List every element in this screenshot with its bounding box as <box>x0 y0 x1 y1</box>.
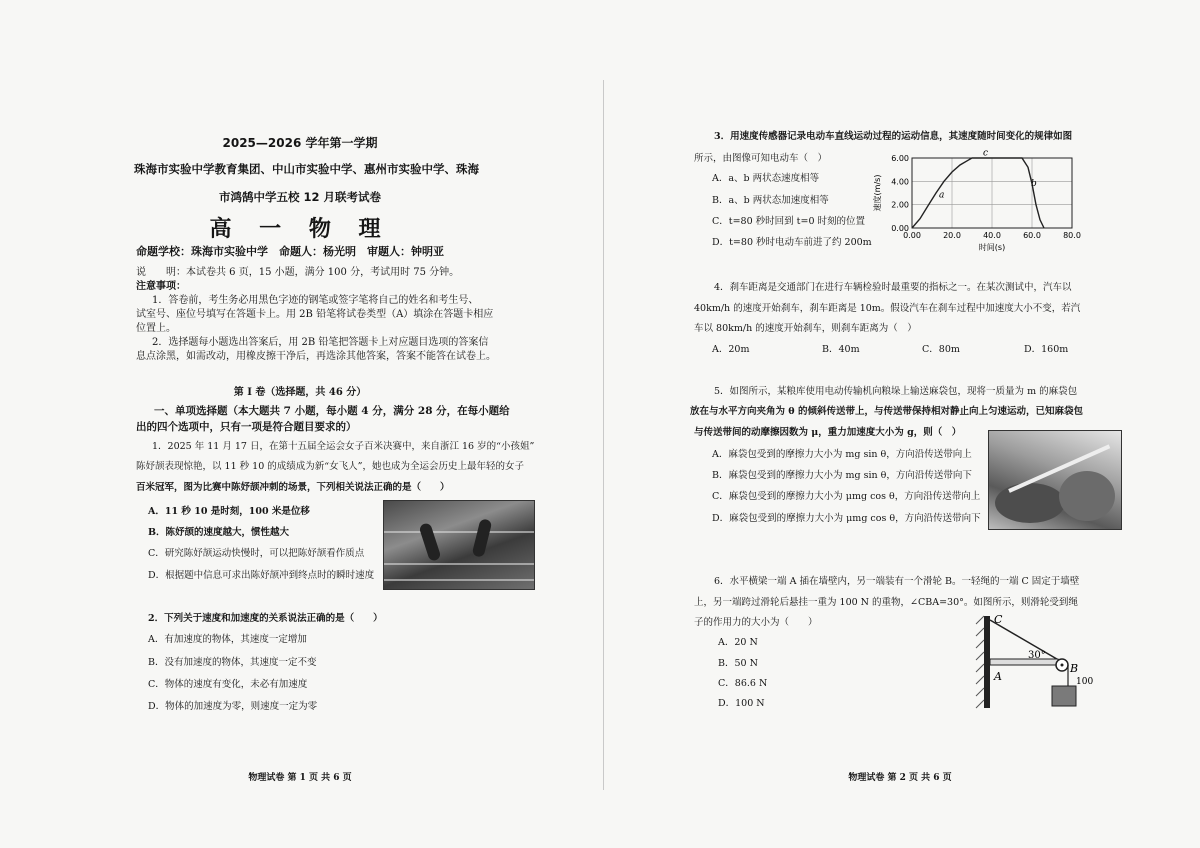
q2-option-b: B．没有加速度的物体，其速度一定不变 <box>148 657 317 668</box>
q5-option-a: A．麻袋包受到的摩擦力大小为 mg sin θ，方向沿传送带向上 <box>712 449 972 460</box>
chart-series <box>912 158 1044 228</box>
q3-line-1: 3．用速度传感器记录电动车直线运动过程的运动信息，其速度随时间变化的规律如图 <box>714 131 1073 142</box>
q1-line-1: 1．2025 年 11 月 17 日，在第十五届全运会女子百米决赛中，来自浙江 16 岁的“小孩姐” <box>152 441 535 452</box>
part-1-line-1: 一、单项选择题（本大题共 7 小题，每小题 4 分，满分 28 分，在每小题给 <box>154 405 510 417</box>
pulley-axle <box>1061 664 1064 667</box>
exam-page-2 <box>606 0 1200 848</box>
page-1-footer: 物理试卷 第 1 页 共 6 页 <box>248 773 352 783</box>
q6-line-2: 上，另一端跨过滑轮后悬挂一重为 100 N 的重物，∠CBA=30°。如图所示，则滑轮受到绳 <box>694 597 1078 608</box>
q6-line-1: 6．水平横梁一端 A 插在墙壁内，另一端装有一个滑轮 B。一轻绳的一端 C 固定于墙壁 <box>714 576 1080 587</box>
hanging-weight <box>1052 686 1076 706</box>
q5-option-b: B．麻袋包受到的摩擦力大小为 mg sin θ，方向沿传送带向下 <box>712 470 972 481</box>
beam-ab <box>990 659 1058 665</box>
x-tick-label: 80.0 <box>1063 231 1081 240</box>
wall <box>984 616 990 708</box>
conveyor-photo <box>988 430 1122 530</box>
q3-line-2: 所示，由图像可知电动车（ ） <box>694 153 828 164</box>
q2-stem: 2．下列关于速度和加速度的关系说法正确的是（ ） <box>148 613 383 624</box>
note-1-line-2: 试室号、座位号填写在答题卡上。用 2B 铅笔将试卷类型（A）填涂在答题卡相应 <box>136 309 494 320</box>
y-tick-label: 4.00 <box>891 177 909 187</box>
annotation-c: c <box>983 150 989 159</box>
q5-line-1: 5．如图所示，某粮库使用电动传输机向粮垛上输送麻袋包，现将一质量为 m 的麻袋包 <box>714 386 1078 397</box>
q6-option-a: A．20 N <box>718 637 758 648</box>
pulley-diagram <box>966 610 1096 710</box>
q5-line-3: 与传送带间的动摩擦因数为 μ，重力加速度大小为 g，则（ ） <box>694 427 962 438</box>
label-b: B <box>1070 662 1079 675</box>
q5-line-2: 放在与水平方向夹角为 θ 的倾斜传送带上，与传送带保持相对静止向上匀速运动，已知麻袋包 <box>690 406 1083 417</box>
annotation-a: a <box>939 190 945 201</box>
q1-option-b: B．陈妤颉的速度越大，惯性越大 <box>148 527 290 538</box>
x-tick-label: 20.0 <box>943 231 961 240</box>
year-line: 2025—2026 学年第一学期 <box>222 136 378 150</box>
part-1-line-2: 出的四个选项中，只有一项是符合题目要求的） <box>136 421 357 433</box>
q3-option-d: D．t=80 秒时电动车前进了约 200m <box>712 237 872 248</box>
q6-option-c: C．86.6 N <box>718 678 768 689</box>
q4-line-3: 车以 80km/h 的速度开始刹车，则刹车距离为（ ） <box>694 323 917 334</box>
wall-hatching <box>976 616 984 708</box>
q1-option-d: D．根据题中信息可求出陈妤颉冲到终点时的瞬时速度 <box>148 570 375 581</box>
velocity-curve <box>912 158 1044 228</box>
q4-option-c: C．80m <box>922 344 960 355</box>
q1-option-a: A．11 秒 10 是时刻，100 米是位移 <box>148 506 310 517</box>
weight-label: 100 <box>1076 677 1094 687</box>
y-tick-label: 6.00 <box>891 154 909 163</box>
q3-option-a: A．a、b 两状态速度相等 <box>712 173 820 184</box>
rope-cb <box>990 620 1062 662</box>
schools-line-2: 市鸿鹄中学五校 12 月联考试卷 <box>218 190 381 204</box>
q4-line-1: 4．刹车距离是交通部门在进行车辆检验时最重要的指标之一。在某次测试中，汽车以 <box>714 282 1072 293</box>
y-tick-label: 2.00 <box>891 200 909 210</box>
q4-option-d: D．160m <box>1024 344 1069 355</box>
authors-line: 命题学校：珠海市实验中学 命题人：杨光明 审题人：钟明亚 <box>136 245 444 258</box>
q4-option-b: B．40m <box>822 344 860 355</box>
q4-line-2: 40km/h 的速度开始刹车，刹车距离是 10m。假设汽车在刹车过程中加速度大小不变，若汽 <box>694 303 1081 314</box>
label-c: C <box>994 613 1003 626</box>
q1-line-2: 陈妤颉表现惊艳，以 11 秒 10 的成绩成为新“女飞人”，她也成为全运会历史上最年轻的女子 <box>136 461 524 472</box>
subject-title: 高 一 物 理 <box>209 216 391 242</box>
q6-option-b: B．50 N <box>718 658 758 669</box>
annotation-b: b <box>1031 179 1037 189</box>
section-title: 第 I 卷（选择题，共 46 分） <box>233 387 367 398</box>
chart-y-axis-label: 速度(m/s) <box>873 174 882 212</box>
label-a: A <box>994 670 1002 683</box>
chart-tick-labels <box>891 154 1081 240</box>
runner-figure <box>472 518 493 558</box>
y-tick-label: 0.00 <box>891 224 909 233</box>
x-tick-label: 40.0 <box>983 231 1001 240</box>
q2-option-d: D．物体的加速度为零，则速度一定为零 <box>148 701 318 712</box>
q3-option-c: C．t=80 秒时回到 t=0 时刻的位置 <box>712 216 866 227</box>
chart-x-axis-label: 时间(s) <box>978 243 1006 252</box>
note-1-line-3: 位置上。 <box>136 323 176 334</box>
schools-line-1: 珠海市实验中学教育集团、中山市实验中学、惠州市实验中学、珠海 <box>134 162 479 176</box>
q6-line-3: 子的作用力的大小为（ ） <box>694 617 818 628</box>
runner-figure <box>418 522 441 562</box>
note-2-line-1: 2．选择题每小题选出答案后，用 2B 铅笔把答题卡上对应题目选项的答案信 <box>152 337 489 348</box>
grain-pile <box>995 483 1065 523</box>
q3-option-b: B．a、b 两状态加速度相等 <box>712 195 829 206</box>
q2-option-a: A．有加速度的物体，其速度一定增加 <box>148 634 307 645</box>
x-tick-label: 60.0 <box>1023 231 1041 240</box>
note-2-line-2: 息点涂黑，如需改动，用橡皮擦干净后，再选涂其他答案，答案不能答在试卷上。 <box>136 351 496 362</box>
angle-label: 30° <box>1028 650 1046 661</box>
velocity-time-chart <box>872 150 1092 278</box>
q6-option-d: D．100 N <box>718 698 765 709</box>
q1-option-c: C．研究陈妤颉运动快慢时，可以把陈妤颉看作质点 <box>148 548 365 559</box>
note-1-line-1: 1．答卷前，考生务必用黑色字迹的钢笔或签字笔将自己的姓名和考生号、 <box>152 295 479 306</box>
q4-option-a: A．20m <box>712 344 750 355</box>
q5-option-d: D．麻袋包受到的摩擦力大小为 μmg cos θ，方向沿传送带向下 <box>712 513 981 524</box>
q5-option-c: C．麻袋包受到的摩擦力大小为 μmg cos θ，方向沿传送带向上 <box>712 491 981 502</box>
q1-line-3: 百米冠军，图为比赛中陈妤颉冲刺的场景，下列相关说法正确的是（ ） <box>136 482 450 493</box>
notes-heading: 注意事项： <box>136 281 186 292</box>
instructions-line: 说 明：本试卷共 6 页，15 小题，满分 100 分，考试用时 75 分钟。 <box>136 267 460 278</box>
page-2-footer: 物理试卷 第 2 页 共 6 页 <box>848 773 952 783</box>
x-tick-label: 0.00 <box>903 231 921 240</box>
q2-option-c: C．物体的速度有变化，未必有加速度 <box>148 679 308 690</box>
sprint-photo <box>383 500 535 590</box>
grain-pile <box>1059 471 1115 521</box>
page-fold <box>603 80 604 790</box>
